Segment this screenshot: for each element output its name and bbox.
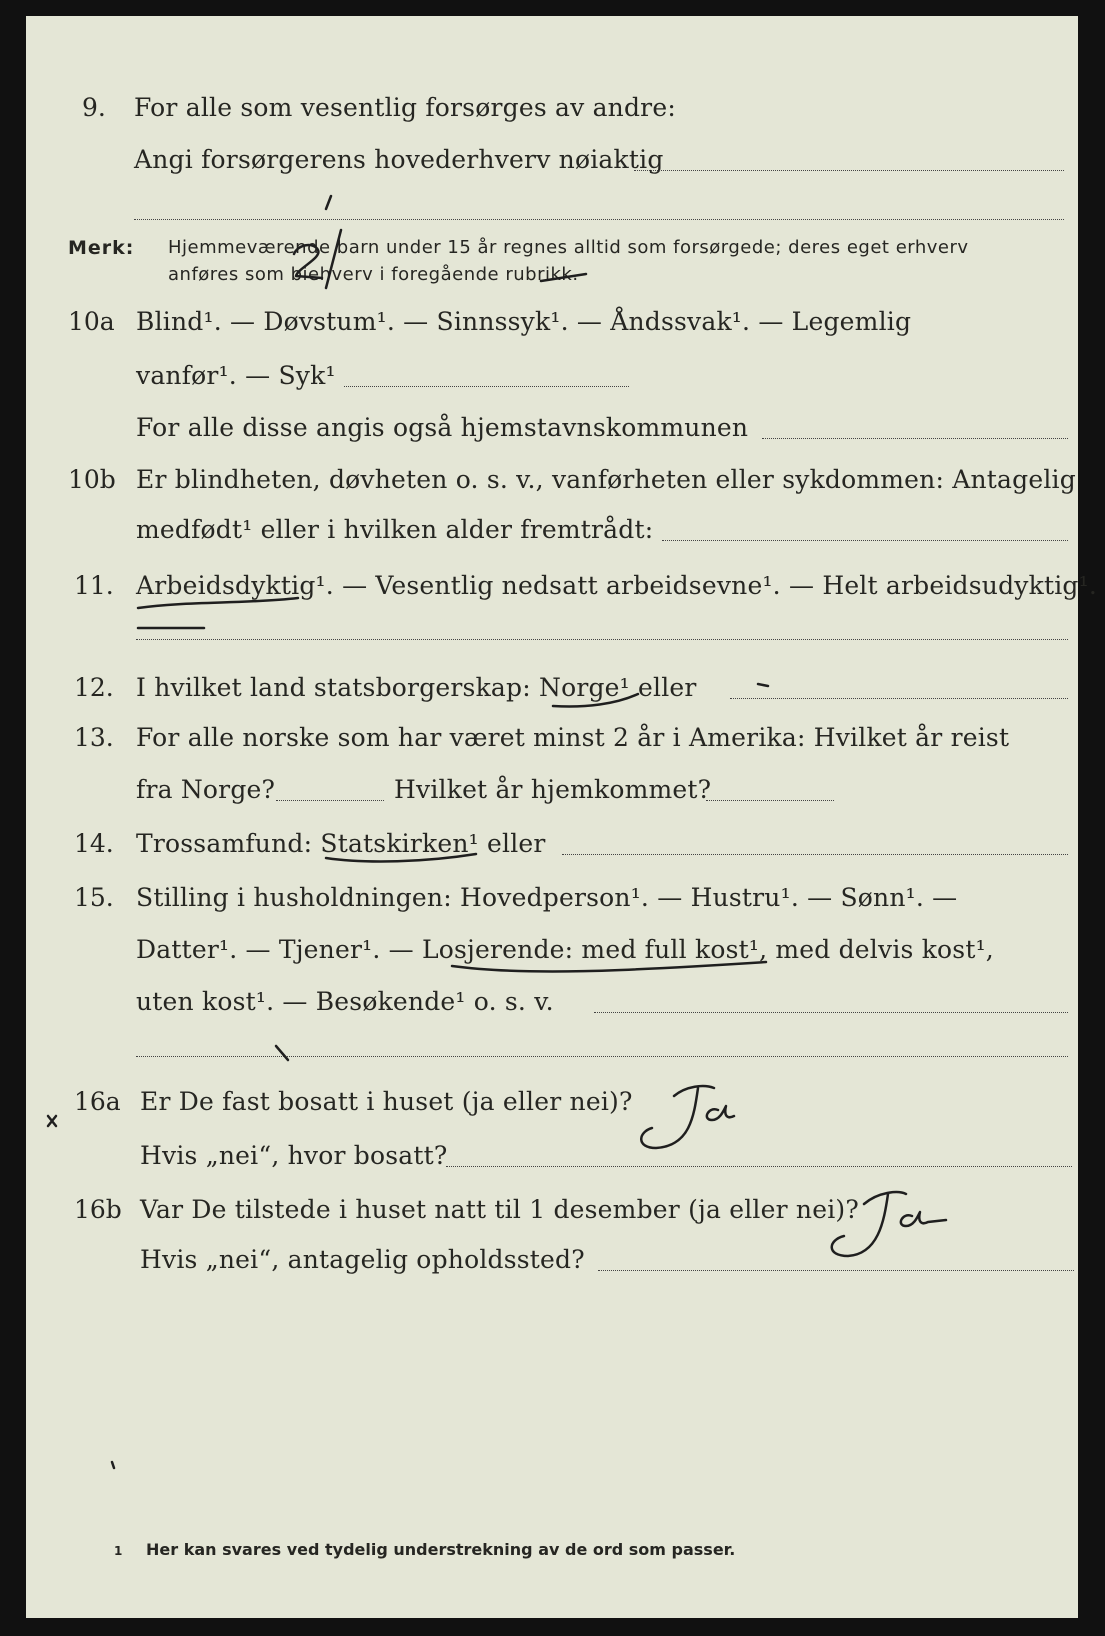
question-text: Hvis „nei“, hvor bosatt? [140,1141,448,1170]
answer-line[interactable] [562,854,1068,855]
question-10a-line-3 [26,412,1078,452]
question-13-line-2 [26,774,1078,814]
question-15-line-2 [26,934,1078,974]
question-16a-line-2 [26,1140,1078,1180]
question-text: Er De fast bosatt i huset (ja eller nei)? [140,1087,633,1116]
question-16b [26,1194,1078,1234]
question-text: Er blindheten, døvheten o. s. v., vanførheten eller sykdommen: Antagelig [136,465,1076,494]
question-number: 10b [68,465,116,494]
question-10b [26,464,1078,504]
question-text: For alle som vesentlig forsørges av andre: [134,93,676,122]
question-text: medfødt¹ eller i hvilken alder fremtrådt: [136,515,654,544]
question-10a [26,306,1078,346]
question-text: fra Norge? [136,775,276,804]
question-10a-line-2 [26,360,1078,400]
census-form-page [26,16,1097,1618]
merk-label: Merk: [68,237,135,259]
answer-line[interactable] [134,219,1064,220]
answer-line[interactable] [136,639,1068,640]
answer-line[interactable] [730,698,1068,699]
question-number: 16b [74,1195,122,1224]
question-number: 14. [74,829,114,858]
answer-line[interactable] [634,170,1064,171]
answer-line[interactable] [446,1166,1072,1167]
stray-mark [112,1462,114,1468]
footnote-mark: 1 [114,1544,123,1558]
question-number: 11. [74,571,114,600]
question-12 [26,672,1078,712]
merk-text-line-1: Hjemmeværende barn under 15 år regnes alltid som forsørgede; deres eget erhverv [168,237,969,258]
question-14 [26,828,1078,868]
pen-mark [276,1046,288,1060]
question-number: 15. [74,883,114,912]
question-text: Trossamfund: Statskirken¹ eller [136,829,546,858]
question-15 [26,882,1078,922]
question-text: For alle disse angis også hjemstavnskommunen [136,413,749,442]
question-11 [26,570,1097,610]
question-9 [26,92,1078,132]
question-text: Hvis „nei“, antagelig opholdssted? [140,1245,585,1274]
answer-line[interactable] [662,540,1068,541]
question-13 [26,722,1078,762]
question-10b-line-2 [26,514,1078,554]
answer-line[interactable] [762,438,1068,439]
question-16a [26,1086,1078,1126]
question-number: 10a [68,307,115,336]
answer-line[interactable] [706,800,834,801]
question-text: Blind¹. — Døvstum¹. — Sinnssyk¹. — Åndssvak¹. — Legemlig [136,307,912,336]
merk-text-line-2: anføres som biehverv i foregående rubrikk. [168,264,579,285]
answer-line[interactable] [276,800,384,801]
question-text: I hvilket land statsborgerskap: Norge¹ eller [136,673,697,702]
question-text: Stilling i husholdningen: Hovedperson¹. — Hustru¹. — Sønn¹. — [136,883,958,912]
question-text: Var De tilstede i huset natt til 1 desember (ja eller nei)? [140,1195,859,1224]
answer-line[interactable] [136,1056,1068,1057]
question-text: Angi forsørgerens hovederhverv nøiaktig [134,145,664,174]
question-text: vanfør¹. — Syk¹ [136,361,336,390]
question-text: For alle norske som har været minst 2 år i Amerika: Hvilket år reist [136,723,1010,752]
pen-mark [326,196,331,209]
question-15-line-3 [26,986,1078,1026]
question-number: 12. [74,673,114,702]
question-16b-line-2 [26,1244,1078,1284]
question-text: Arbeidsdyktig¹. — Vesentlig nedsatt arbeidsevne¹. — Helt arbeidsudyktig¹. [136,571,1097,600]
question-number: 9. [82,93,106,122]
answer-line[interactable] [344,386,629,387]
footnote-text: Her kan svares ved tydelig understrekning av de ord som passer. [146,1540,736,1559]
question-9-line-2 [26,144,1078,184]
answer-line[interactable] [594,1012,1068,1013]
answer-line[interactable] [598,1270,1074,1271]
question-text: Datter¹. — Tjener¹. — Losjerende: med full kost¹, med delvis kost¹, [136,935,994,964]
question-text: Hvilket år hjemkommet? [394,775,712,804]
question-text: uten kost¹. — Besøkende¹ o. s. v. [136,987,554,1016]
question-number: 13. [74,723,114,752]
question-number: 16a [74,1087,121,1116]
